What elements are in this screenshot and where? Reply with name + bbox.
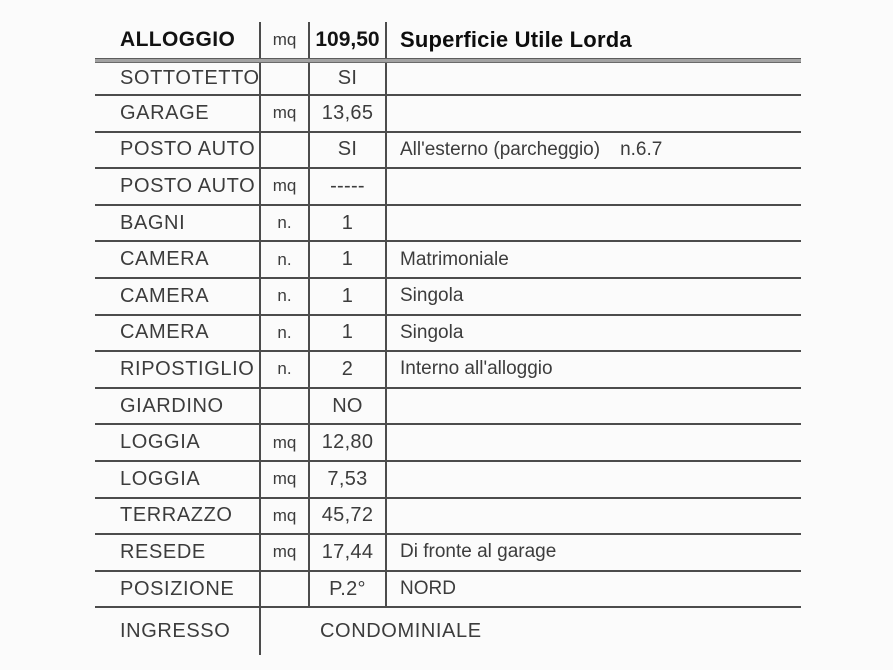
row-description — [387, 242, 801, 277]
row-unit: n. — [261, 242, 310, 277]
row-description — [387, 352, 801, 387]
row-description-text: Singola — [400, 321, 464, 343]
row-description-extra: n.6.7 — [620, 138, 663, 160]
row-description — [387, 535, 801, 570]
row-description — [387, 462, 801, 497]
row-value: 1 — [310, 242, 387, 277]
row-description — [387, 133, 801, 168]
row-unit: mq — [261, 169, 310, 204]
row-value: 17,44 — [310, 535, 387, 570]
header-value: 109,50 — [310, 22, 387, 58]
row-value: SI — [310, 133, 387, 168]
table-row — [95, 499, 801, 536]
row-value: 13,65 — [310, 96, 387, 131]
row-unit: mq — [261, 462, 310, 497]
table-row — [95, 572, 801, 609]
footer-value: CONDOMINIALE — [320, 620, 482, 643]
row-unit — [261, 572, 310, 607]
row-description-text: Di fronte al garage — [400, 541, 557, 563]
table-body — [95, 63, 801, 608]
table-row — [95, 279, 801, 316]
row-value: ----- — [310, 169, 387, 204]
table-row — [95, 425, 801, 462]
row-unit — [261, 63, 310, 94]
table-row — [95, 242, 801, 279]
row-label: SOTTOTETTO — [95, 63, 261, 94]
row-label: GIARDINO — [95, 389, 261, 424]
row-label: RESEDE — [95, 535, 261, 570]
table-footer-row — [95, 608, 801, 655]
header-description: Superficie Utile Lorda — [400, 27, 632, 52]
row-value: P.2° — [310, 572, 387, 607]
row-label: LOGGIA — [95, 462, 261, 497]
row-description — [387, 316, 801, 351]
header-label: ALLOGGIO — [95, 22, 261, 58]
table-row — [95, 316, 801, 353]
table-row — [95, 133, 801, 170]
row-unit — [261, 389, 310, 424]
row-description — [387, 63, 801, 94]
row-unit — [261, 133, 310, 168]
table-row — [95, 63, 801, 96]
row-label: BAGNI — [95, 206, 261, 241]
row-value: NO — [310, 389, 387, 424]
header-unit: mq — [261, 22, 310, 58]
row-description — [387, 206, 801, 241]
row-value: SI — [310, 63, 387, 94]
row-description — [387, 279, 801, 314]
row-description-text: Interno all'alloggio — [400, 358, 553, 380]
row-value: 1 — [310, 206, 387, 241]
row-unit: n. — [261, 206, 310, 241]
row-description — [387, 572, 801, 607]
row-label: POSIZIONE — [95, 572, 261, 607]
row-description — [387, 499, 801, 534]
table-row — [95, 96, 801, 133]
property-data-sheet — [95, 22, 801, 655]
row-description — [387, 425, 801, 460]
row-description-text: All'esterno (parcheggio) — [400, 138, 601, 160]
row-label: CAMERA — [95, 242, 261, 277]
row-value: 1 — [310, 316, 387, 351]
table-row — [95, 462, 801, 499]
row-value: 45,72 — [310, 499, 387, 534]
table-row — [95, 389, 801, 426]
row-description-text: NORD — [400, 578, 456, 600]
row-label: POSTO AUTO — [95, 133, 261, 168]
row-label: CAMERA — [95, 279, 261, 314]
row-unit: n. — [261, 316, 310, 351]
row-description-text: Singola — [400, 285, 464, 307]
row-label: RIPOSTIGLIO — [95, 352, 261, 387]
row-value: 2 — [310, 352, 387, 387]
row-description — [387, 96, 801, 131]
row-description — [387, 389, 801, 424]
row-unit: mq — [261, 96, 310, 131]
table-row — [95, 352, 801, 389]
row-unit: mq — [261, 535, 310, 570]
row-label: LOGGIA — [95, 425, 261, 460]
row-label: POSTO AUTO — [95, 169, 261, 204]
table-header-row — [95, 22, 801, 58]
row-unit: mq — [261, 425, 310, 460]
row-description-text: Matrimoniale — [400, 248, 509, 270]
table-row — [95, 206, 801, 243]
row-value: 1 — [310, 279, 387, 314]
row-description — [387, 169, 801, 204]
row-unit: mq — [261, 499, 310, 534]
row-label: GARAGE — [95, 96, 261, 131]
footer-label: INGRESSO — [95, 608, 261, 655]
table-row — [95, 535, 801, 572]
table-row — [95, 169, 801, 206]
row-unit: n. — [261, 352, 310, 387]
row-unit: n. — [261, 279, 310, 314]
row-value: 12,80 — [310, 425, 387, 460]
row-value: 7,53 — [310, 462, 387, 497]
row-label: TERRAZZO — [95, 499, 261, 534]
row-label: CAMERA — [95, 316, 261, 351]
